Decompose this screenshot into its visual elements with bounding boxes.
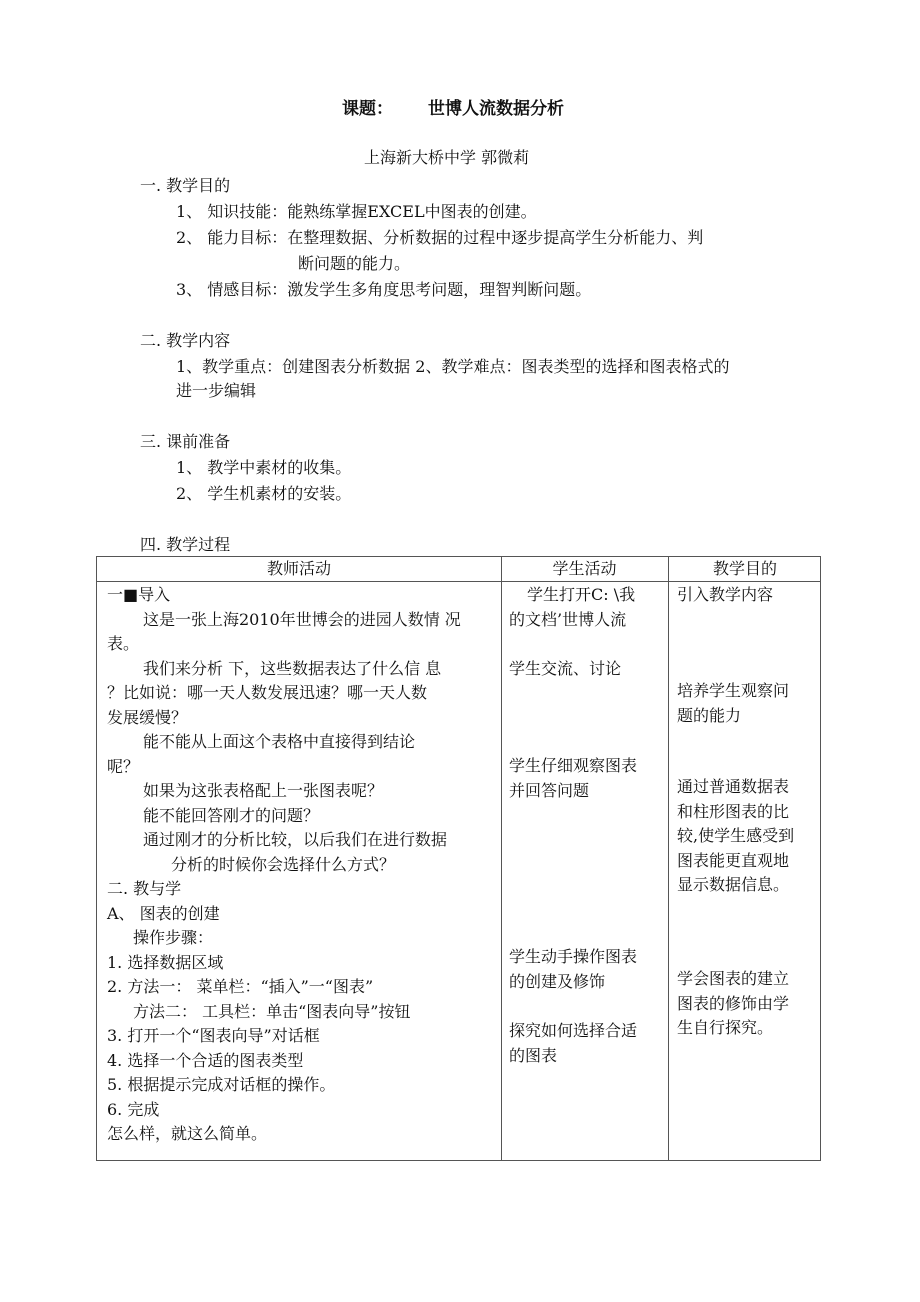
student-line: 探究如何选择合适 (509, 1021, 638, 1040)
teacher-line: 分析的时候你会选择什么方式？ (171, 854, 396, 874)
section-3-heading: 三. 课前准备 (140, 432, 231, 451)
s1-item-2-cont: 断问题的能力。 (298, 254, 411, 273)
s2-line-2: 进一步编辑 (176, 381, 257, 400)
teacher-line: 表。 (107, 634, 140, 653)
purpose-line: 图表的修饰由学 (677, 993, 790, 1013)
col-divider-2 (668, 557, 669, 1160)
teacher-line: 一■导入 (107, 585, 171, 604)
teacher-line: ？比如说：哪一天人数发展迅速？哪一天人数 (107, 683, 428, 702)
teacher-line: 二. 教与学 (107, 879, 182, 898)
teacher-line: 3. 打开一个“图表向导”对话框 (107, 1026, 320, 1045)
purpose-line: 培养学生观察问 (677, 681, 790, 700)
teacher-line: 这是一张上海2010年世博会的进园人数情 况 (143, 609, 461, 629)
student-activity-cell (509, 657, 621, 682)
purpose-line: 显示数据信息。 (677, 875, 790, 894)
section-4-heading: 四. 教学过程 (140, 535, 231, 554)
teacher-line: 6. 完成 (107, 1099, 160, 1119)
student-line: 的文档’世博人流 (509, 609, 627, 629)
header-student: 学生活动 (552, 559, 617, 578)
author-line: 上海新大桥中学 郭微莉 (364, 148, 530, 167)
teacher-line: 方法二： 工具栏：单击“图表向导”按钮 (133, 1001, 411, 1021)
s1-item-1: 1、 知识技能：能熟练掌握EXCEL中图表的创建。 (176, 202, 537, 221)
purpose-line: 学会图表的建立 (677, 969, 790, 988)
student-activity-cell (509, 1019, 637, 1068)
purpose-line: 和柱形图表的比 (677, 801, 790, 821)
s3-item-1: 1、 教学中素材的收集。 (176, 458, 352, 477)
teaching-process-table (96, 556, 821, 1161)
s1-item-2: 2、 能力目标：在整理数据、分析数据的过程中逐步提高学生分析能力、判 (176, 228, 704, 247)
s3-item-2: 2、 学生机素材的安装。 (176, 484, 352, 503)
teacher-line: 发展缓慢？ (107, 707, 188, 727)
purpose-line: 通过普通数据表 (677, 777, 790, 796)
student-activity-cell (509, 945, 637, 994)
teacher-line: 操作步骤： (133, 928, 214, 947)
student-line: 学生动手操作图表 (509, 947, 638, 966)
student-line: 学生交流、讨论 (509, 659, 622, 678)
purpose-cell (677, 679, 789, 728)
teacher-line: 我们来分析 下，这些数据表达了什么信 息 (143, 658, 442, 678)
header-teacher: 教师活动 (266, 559, 331, 578)
student-line: 学生打开C: \我 (527, 585, 636, 604)
section-2-heading: 二. 教学内容 (140, 331, 231, 350)
teacher-line: 能不能从上面这个表格中直接得到结论 (143, 732, 416, 751)
student-line: 并回答问题 (509, 780, 590, 800)
purpose-line: 引入教学内容 (677, 585, 774, 604)
student-activity-cell (509, 583, 635, 632)
s1-item-3: 3、 情感目标：激发学生多角度思考问题，理智判断问题。 (176, 280, 592, 299)
teacher-line: 4. 选择一个合适的图表类型 (107, 1050, 304, 1070)
col-divider-1 (501, 557, 502, 1160)
section-1-heading: 一. 教学目的 (140, 176, 231, 195)
purpose-cell (677, 583, 773, 608)
header-divider (97, 581, 820, 582)
student-line: 学生仔细观察图表 (509, 756, 638, 775)
teacher-line: 通过刚才的分析比较，以后我们在进行数据 (143, 830, 448, 849)
teacher-line: 呢？ (107, 756, 140, 776)
purpose-line: 较,使学生感受到 (677, 826, 795, 845)
purpose-line: 图表能更直观地 (677, 850, 790, 870)
teacher-line: 2. 方法一： 菜单栏：“插入”一“图表” (107, 977, 374, 996)
purpose-line: 生自行探究。 (677, 1018, 774, 1037)
teacher-line: 如果为这张表格配上一张图表呢？ (143, 781, 384, 800)
purpose-line: 题的能力 (677, 705, 742, 725)
teacher-line: A、 图表的创建 (107, 903, 220, 923)
teacher-line: 1. 选择数据区域 (107, 952, 224, 972)
header-purpose: 教学目的 (712, 559, 777, 578)
s2-line-1: 1、教学重点：创建图表分析数据 2、教学难点：图表类型的选择和图表格式的 (176, 357, 730, 376)
purpose-cell (677, 967, 789, 1041)
page-title: 世博人流数据分析 (428, 99, 564, 119)
teacher-line: 能不能回答刚才的问题？ (143, 805, 320, 825)
teacher-line: 怎么样，就这么简单。 (107, 1124, 268, 1143)
student-activity-cell (509, 754, 637, 803)
teacher-activity-cell (107, 583, 461, 1147)
teacher-line: 5. 根据提示完成对话框的操作。 (107, 1075, 336, 1094)
purpose-cell (677, 775, 794, 898)
student-line: 的图表 (509, 1045, 558, 1065)
title-label: 课题： (342, 99, 393, 119)
student-line: 的创建及修饰 (509, 971, 606, 991)
